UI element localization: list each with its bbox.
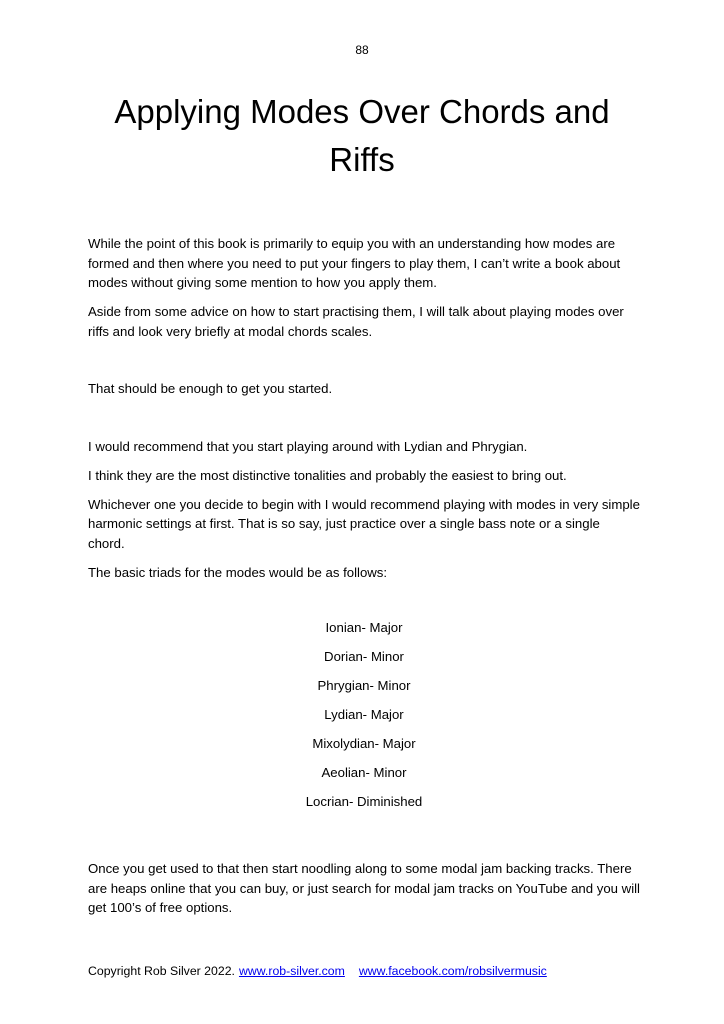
- paragraph: The basic triads for the modes would be as follows:: [88, 564, 388, 580]
- paragraph: Once you get used to that then start noodling along to some modal jam backing tracks. There are heaps online that you can buy, or just search for modal jam tracks on YouTube and you will get 100’s of free options.: [88, 861, 640, 915]
- paragraph: I would recommend that you start playing around with Lydian and Phrygian.: [88, 438, 528, 454]
- paragraph: While the point of this book is primarily to equip you with an understanding how modes are formed and then where you need to put your fingers to play them, I can’t write a book about modes without giving some mention to how you apply them.: [88, 236, 621, 290]
- list-item-aeolian: Aeolian- Minor: [321, 765, 407, 780]
- footer: [88, 964, 547, 978]
- list-item-ionian: Ionian- Major: [325, 620, 403, 635]
- copyright-text: Copyright Rob Silver 2022.: [88, 964, 235, 978]
- paragraph: Whichever one you decide to begin with I would recommend playing with modes in very simple harmonic settings at first. That is so say, just practice over a single bass note or a single chord.: [88, 496, 640, 551]
- list-item-dorian: Dorian- Minor: [324, 649, 404, 664]
- list-item-locrian: Locrian- Diminished: [305, 794, 423, 809]
- modes-triads-list: [88, 618, 640, 821]
- facebook-link[interactable]: www.facebook.com/robsilvermusic: [358, 964, 547, 978]
- website-link[interactable]: www.rob-silver.com: [238, 964, 345, 978]
- paragraph: I think they are the most distinctive tonalities and probably the easiest to bring out.: [88, 467, 567, 483]
- list-item-mixolydian: Mixolydian- Major: [312, 736, 416, 751]
- list-item-lydian: Lydian- Major: [324, 707, 404, 722]
- list-item-phrygian: Phrygian- Minor: [317, 678, 411, 693]
- page-number: 88: [355, 43, 369, 57]
- document-body: [88, 234, 640, 927]
- paragraph: That should be enough to get you started.: [88, 381, 333, 396]
- page-title: Applying Modes Over Chords and Riffs: [114, 93, 610, 178]
- paragraph: Aside from some advice on how to start practising them, I will talk about playing modes over riffs and look very briefly at modal chords scales.: [88, 304, 624, 339]
